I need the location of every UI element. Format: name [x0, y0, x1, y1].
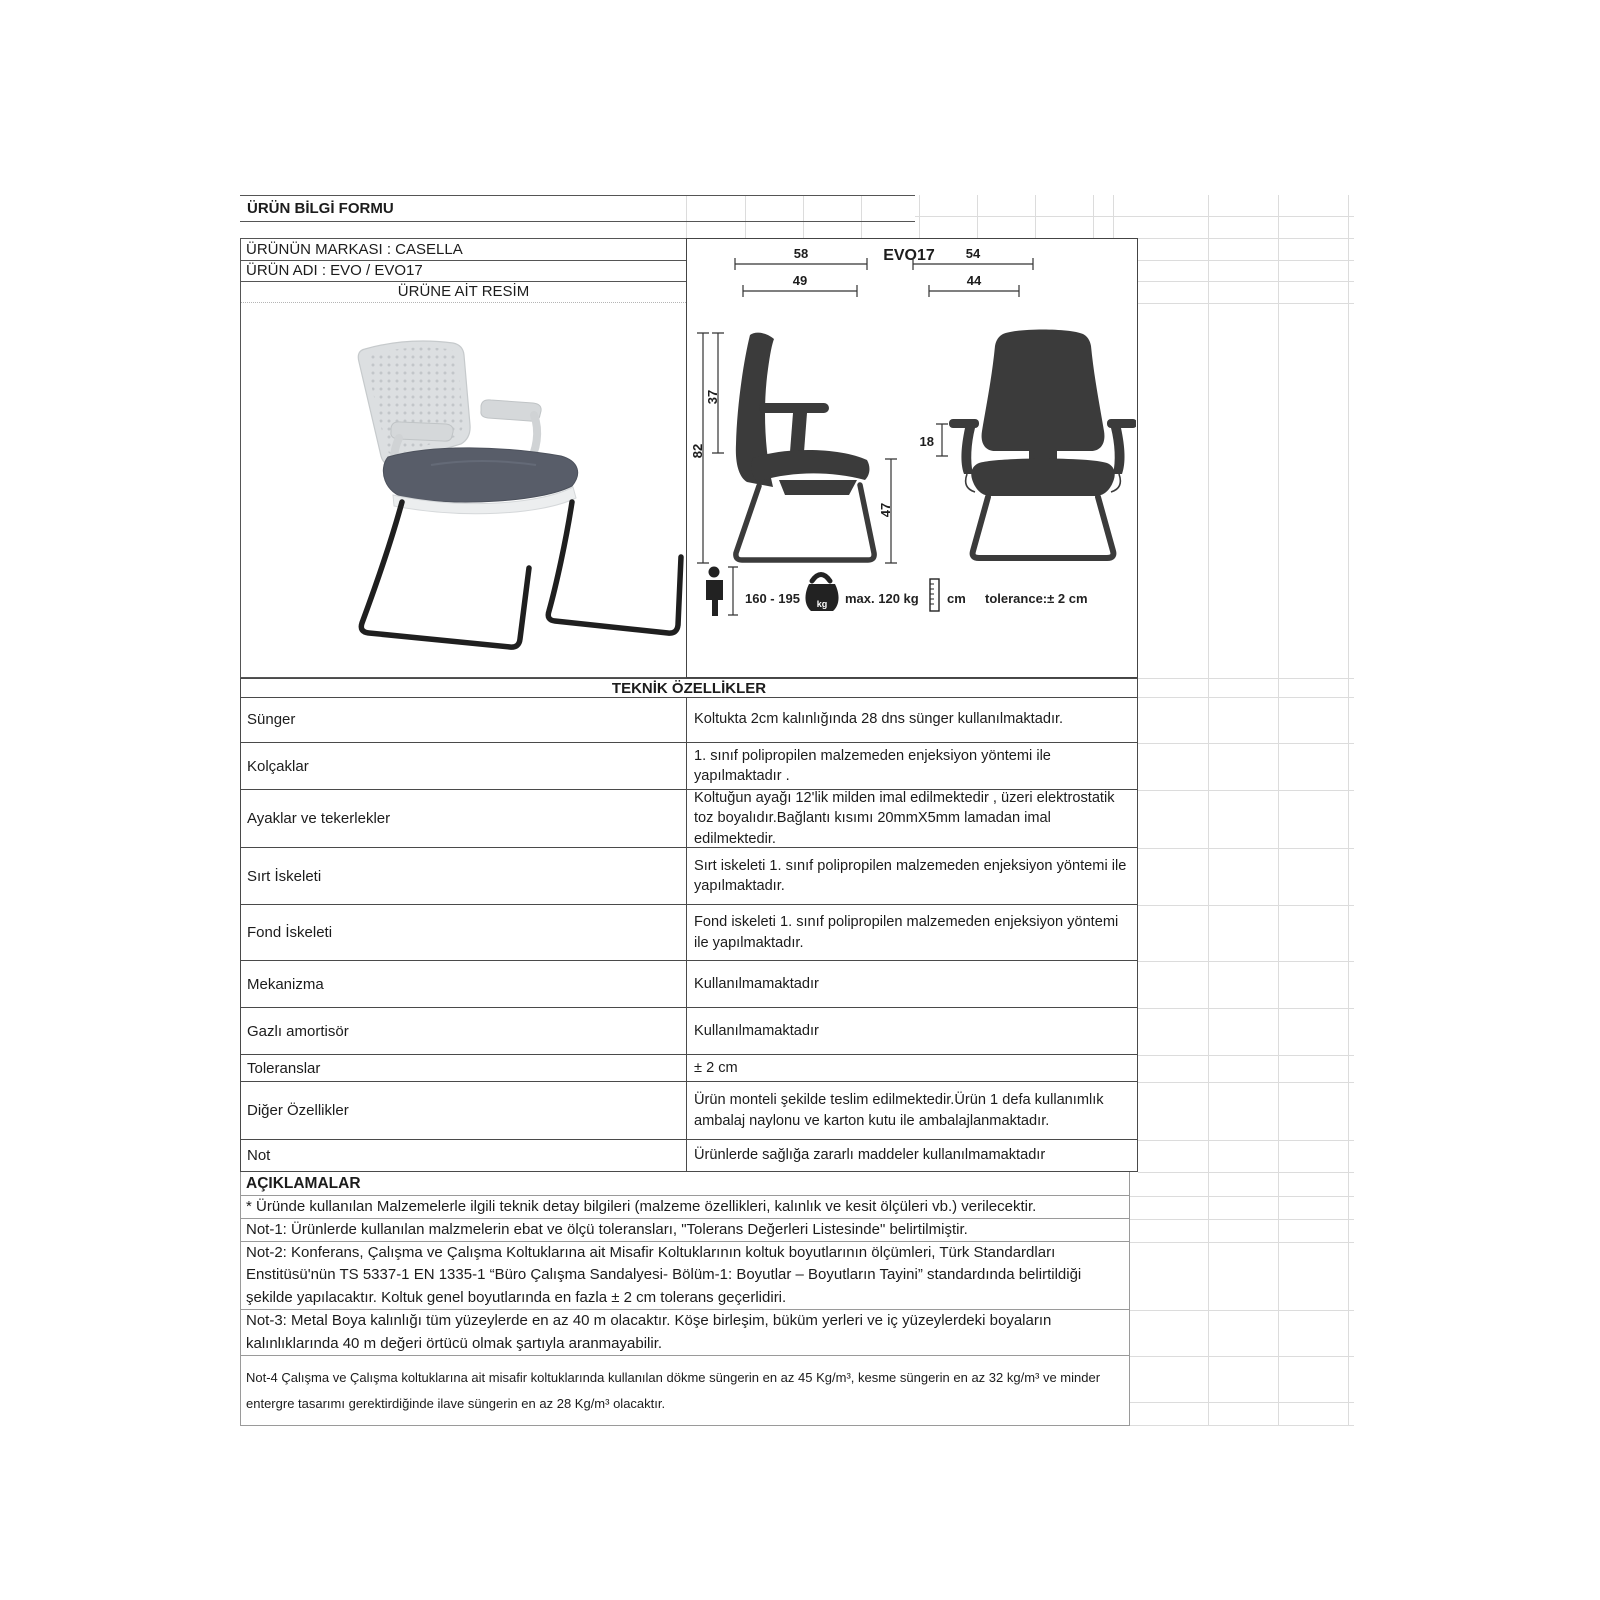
spec-value: Ürün monteli şekilde teslim edilmektedir.Ürün 1 defa kullanımlık ambalaj naylonu ve karton kutu ile ambalajlanmaktadır. — [694, 1092, 1104, 1129]
spec-label: Diğer Özellikler — [241, 1082, 687, 1139]
table-row — [241, 961, 1137, 1008]
chair-leg-front — [361, 502, 529, 647]
spec-value: Kullanılmamaktadır — [694, 1022, 819, 1039]
table-row — [241, 905, 1137, 961]
ruler-icon — [930, 579, 939, 611]
table-row — [241, 1055, 1137, 1082]
spec-value: Sırt iskeleti 1. sınıf polipropilen malzemeden enjeksiyon yöntemi ile yapılmaktadır. — [694, 857, 1127, 894]
dim-47: 47 — [878, 502, 893, 518]
photo-caption: ÜRÜNE AİT RESİM — [241, 281, 686, 303]
note-item: Not-4 Çalışma ve Çalışma koltuklarına ait misafir koltuklarında kullanılan dökme süngerin en az 45 Kg/m³, kesme süngerin en az 32 kg/m³ ve minder entergre tasarımı gerektirdiğinde ilave süngerin en az 28 Kg/m³ olacaktır. — [246, 1369, 1101, 1411]
brand-text: ÜRÜNÜN MARKASI : CASELLA — [246, 241, 463, 258]
table-row — [241, 790, 1137, 848]
brand-row — [240, 238, 687, 261]
svg-text:kg: kg — [816, 599, 828, 609]
notes-title: AÇIKLAMALAR — [241, 1172, 1129, 1196]
dim-44: 44 — [966, 273, 982, 288]
chair-seat-cushion — [383, 448, 577, 502]
tech-specs-header: TEKNİK ÖZELLİKLER — [240, 678, 1138, 698]
form-title: ÜRÜN BİLGİ FORMU — [247, 200, 394, 217]
chair-leg-back — [548, 502, 681, 633]
table-row — [241, 1008, 1137, 1055]
dim-54: 54 — [965, 246, 981, 261]
spec-value: 1. sınıf polipropilen malzemeden enjeksiyon yöntemi ile yapılmaktadır . — [694, 747, 1051, 784]
product-photo-box — [240, 281, 687, 678]
weight-icon — [805, 575, 838, 612]
table-row — [241, 848, 1137, 905]
dim-49: 49 — [792, 273, 808, 288]
spec-label: Ayaklar ve tekerlekler — [241, 790, 687, 847]
chair-side-view — [736, 333, 874, 560]
product-name-text: ÜRÜN ADI : EVO / EVO17 — [246, 261, 423, 279]
unit-label: cm — [947, 591, 966, 606]
table-row — [241, 743, 1137, 790]
spec-value: Koltukta 2cm kalınlığında 28 dns sünger kullanılmaktadır. — [694, 711, 1064, 728]
spec-label: Not — [241, 1140, 687, 1171]
dim-82: 82 — [690, 443, 705, 459]
spec-value: Ürünlerde sağlığa zararlı maddeler kullanılmamaktadır — [694, 1147, 1046, 1164]
spec-value: Koltuğun ayağı 12'lik milden imal edilmektedir , üzeri elektrostatik toz boyalıdır.Bağlantı kısımı 20mmX5mm lamadan imal edilmektedir. — [694, 789, 1115, 847]
product-name-row — [240, 259, 687, 282]
user-height-label: 160 - 195 — [745, 591, 800, 606]
spec-value: ± 2 cm — [694, 1059, 738, 1076]
product-photo — [241, 305, 685, 677]
spec-label: Toleranslar — [241, 1055, 687, 1081]
form-title-row — [240, 195, 915, 222]
chair-front-view — [949, 330, 1136, 559]
table-row — [241, 697, 1137, 743]
tolerance-label: tolerance:± 2 cm — [985, 591, 1088, 606]
dim-37: 37 — [705, 389, 720, 405]
tech-specs-table — [240, 697, 1138, 1172]
spec-label: Sünger — [241, 697, 687, 742]
dimension-diagram — [687, 239, 1136, 676]
note-item: * Üründe kullanılan Malzemelerle ilgili teknik detay bilgileri (malzeme özellikleri, kalınlık ve kesit ölçüleri vb.) verilecektir. — [241, 1196, 1129, 1219]
spec-value: Fond iskeleti 1. sınıf polipropilen malzemeden enjeksiyon yöntemi ile yapılmaktadır. — [694, 914, 1119, 951]
dim-18: 18 — [919, 434, 934, 449]
spec-label: Mekanizma — [241, 961, 687, 1007]
note-item: Not-2: Konferans, Çalışma ve Çalışma Koltuklarına ait Misafir Koltuklarının koltuk boyutlarının ölçümleri, Türk Standardları Enstitüsü'nün TS 5337-1 EN 1335-1 “Büro Çalışma Sandalyesi- Bölüm-1: Boyutlar – Boyutların Tayini” standardında belirtildiği şekilde yapılacaktır. Koltuk genel boyutlarında en fazla ± 2 cm tolerans geçerlidiri. — [241, 1242, 1129, 1310]
diagram-model-label: EVO17 — [883, 247, 935, 264]
table-row — [241, 1082, 1137, 1140]
spec-label: Sırt İskeleti — [241, 848, 687, 904]
spec-label: Kolçaklar — [241, 743, 687, 789]
dim-58: 58 — [793, 246, 809, 261]
notes-section — [240, 1172, 1130, 1426]
spec-label: Gazlı amortisör — [241, 1008, 687, 1054]
spec-value: Kullanılmamaktadır — [694, 975, 819, 992]
pictogram-row — [706, 567, 1088, 617]
dimension-diagram-box — [686, 238, 1138, 678]
table-row — [241, 1140, 1137, 1172]
spec-label: Fond İskeleti — [241, 905, 687, 960]
person-icon — [706, 567, 723, 617]
note-item: Not-1: Ürünlerde kullanılan malzmelerin ebat ve ölçü toleransları, "Tolerans Değerleri Listesinde" belirtilmiştir. — [241, 1219, 1129, 1242]
note-item: Not-3: Metal Boya kalınlığı tüm yüzeylerde en az 40 m olacaktır. Köşe birleşim, büküm yerleri ve iç yüzeylerdeki boyaların kalınlıklarında 40 m değeri örtücü olmak şartıyla aranmayabilir. — [241, 1310, 1129, 1356]
max-weight-label: max. 120 kg — [845, 591, 919, 606]
